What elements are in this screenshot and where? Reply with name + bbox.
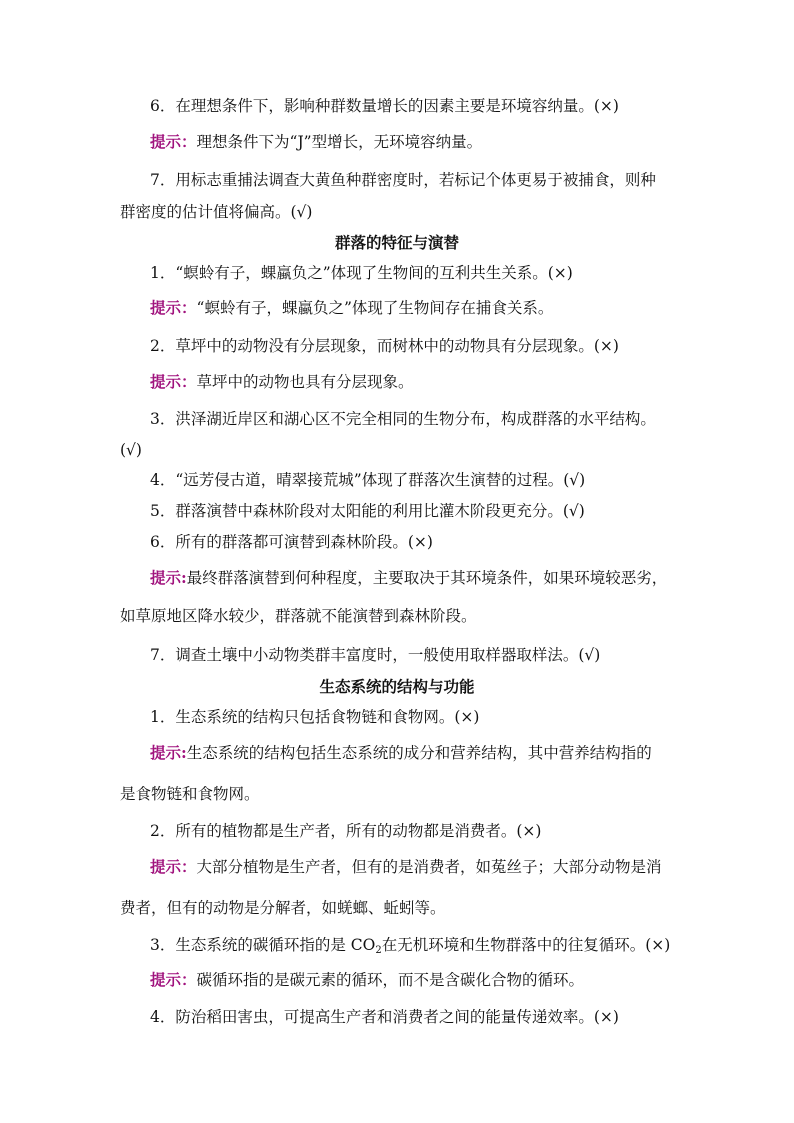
statement-community-6: 6．所有的群落都可演替到森林阶段。(×) — [150, 533, 433, 551]
hint-ecosystem-1-line-1 — [150, 743, 652, 763]
section-title-ecosystem: 生态系统的结构与功能 — [319, 677, 475, 696]
hint-6-population — [150, 132, 482, 152]
hint-label: 提示： — [150, 857, 197, 876]
hint-label: 提示： — [150, 970, 197, 989]
hint-text: 草坪中的动物也具有分层现象。 — [196, 373, 414, 391]
statement-community-3-line-2: (√) — [120, 441, 142, 459]
hint-ecosystem-1-line-2: 是食物链和食物网。 — [120, 785, 260, 803]
statement-text: 在无机环境和生物群落中的往复循环。(×) — [381, 936, 671, 954]
statement-community-1: 1．“螟蛉有子，蜾蠃负之”体现了生物间的互利共生关系。(×) — [150, 264, 573, 282]
hint-label: 提示： — [150, 132, 197, 151]
statement-6-population: 6．在理想条件下，影响种群数量增长的因素主要是环境容纳量。(×) — [150, 97, 619, 115]
statement-7-line-2: 群密度的估计值将偏高。(√) — [120, 203, 313, 221]
hint-community-6-line-2: 如草原地区降水较少，群落就不能演替到森林阶段。 — [120, 607, 477, 625]
hint-text: 最终群落演替到何种程度，主要取决于其环境条件，如果环境较恶劣， — [186, 569, 668, 587]
statement-community-4: 4．“远芳侵古道，晴翠接荒城”体现了群落次生演替的过程。(√) — [150, 471, 586, 489]
statement-ecosystem-4: 4．防治稻田害虫，可提高生产者和消费者之间的能量传递效率。(×) — [150, 1008, 619, 1026]
statement-community-7: 7．调查土壤中小动物类群丰富度时，一般使用取样器取样法。(√) — [150, 646, 601, 664]
hint-ecosystem-3 — [150, 970, 584, 990]
statement-ecosystem-2: 2．所有的植物都是生产者，所有的动物都是消费者。(×) — [150, 822, 542, 840]
hint-text: 生态系统的结构包括生态系统的成分和营养结构，其中营养结构指的 — [186, 744, 652, 762]
hint-text: 碳循环指的是碳元素的循环，而不是含碳化合物的循环。 — [196, 971, 585, 989]
statement-community-5: 5．群落演替中森林阶段对太阳能的利用比灌木阶段更充分。(√) — [150, 502, 585, 520]
hint-text: “螟蛉有子，蜾蠃负之”体现了生物间存在捕食关系。 — [196, 299, 554, 317]
hint-label: 提示： — [150, 372, 197, 391]
hint-community-1 — [150, 298, 553, 318]
statement-community-2: 2．草坪中的动物没有分层现象，而树林中的动物具有分层现象。(×) — [150, 337, 619, 355]
hint-label: 提示： — [150, 298, 197, 317]
statement-community-3-line-1: 3．洪泽湖近岸区和湖心区不完全相同的生物分布，构成群落的水平结构。 — [150, 410, 656, 428]
hint-community-6-line-1 — [150, 568, 667, 588]
statement-ecosystem-1: 1．生态系统的结构只包括食物链和食物网。(×) — [150, 708, 480, 726]
hint-label: 提示: — [150, 743, 187, 762]
hint-text: 大部分植物是生产者，但有的是消费者，如菟丝子；大部分动物是消 — [196, 858, 662, 876]
hint-ecosystem-2-line-1 — [150, 857, 662, 877]
hint-ecosystem-2-line-2: 费者，但有的动物是分解者，如蜣螂、蚯蚓等。 — [120, 899, 446, 917]
hint-label: 提示: — [150, 568, 187, 587]
hint-text: 理想条件下为“J”型增长，无环境容纳量。 — [196, 133, 483, 151]
statement-7-line-1: 7．用标志重捕法调查大黄鱼种群密度时，若标记个体更易于被捕食，则种 — [150, 171, 656, 189]
hint-community-2 — [150, 372, 414, 392]
co2-subscript: 2 — [375, 945, 382, 956]
section-title-community: 群落的特征与演替 — [334, 233, 459, 252]
statement-text: 3．生态系统的碳循环指的是 CO — [150, 936, 376, 954]
statement-ecosystem-3 — [150, 935, 670, 961]
